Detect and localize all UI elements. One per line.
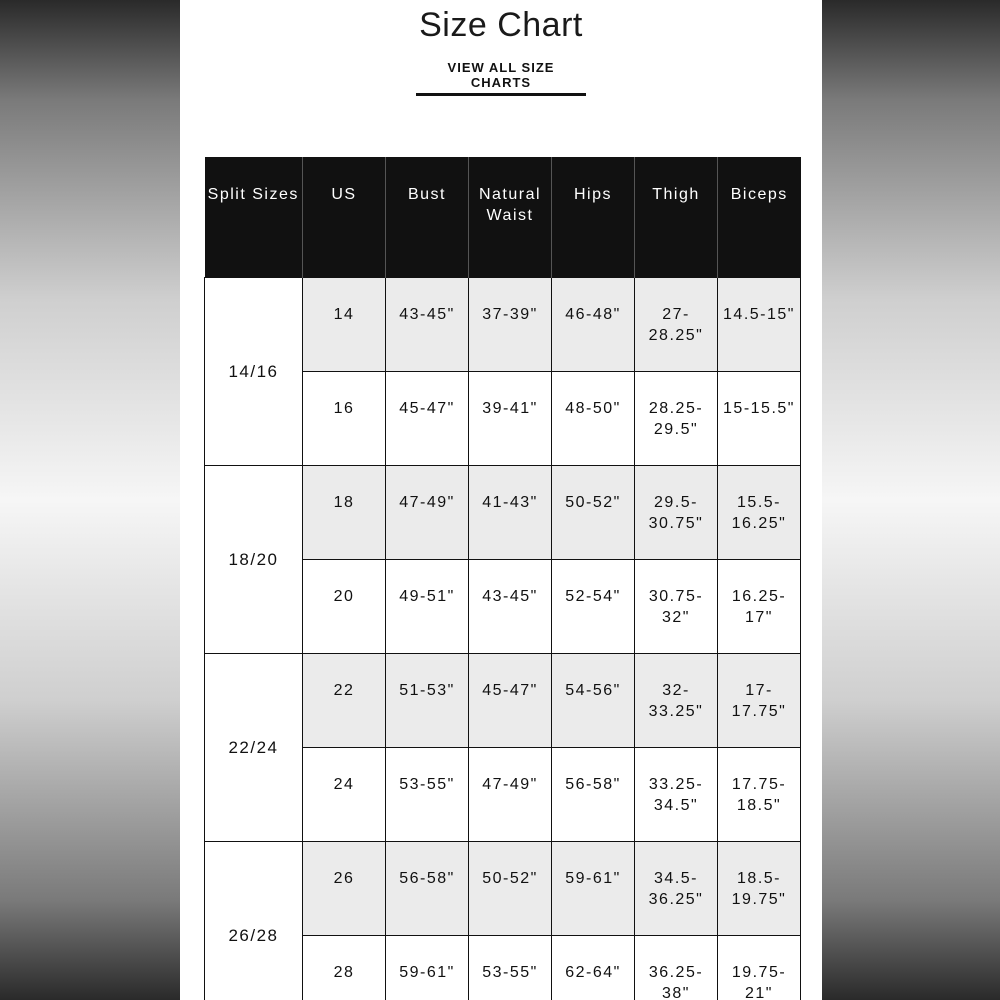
thigh-cell: 29.5- 30.75" [635,466,718,560]
background-left [0,0,180,1000]
biceps-cell: 17- 17.75" [718,654,801,748]
split-size-cell: 14/16 [205,278,303,466]
header-us: US [303,157,386,278]
hips-cell: 56-58" [552,748,635,842]
split-size-cell: 26/28 [205,842,303,1000]
table-row [205,654,801,748]
header-bust: Bust [386,157,469,278]
natural-waist-cell: 43-45" [469,560,552,654]
split-size-cell: 18/20 [205,466,303,654]
natural-waist-cell: 47-49" [469,748,552,842]
size-chart-table [204,157,801,1000]
natural-waist-cell: 45-47" [469,654,552,748]
size-chart-panel [180,0,822,1000]
bust-cell: 59-61" [386,936,469,1000]
page-title: Size Chart [419,6,583,44]
hips-cell: 54-56" [552,654,635,748]
thigh-cell: 27- 28.25" [635,278,718,372]
bust-cell: 47-49" [386,466,469,560]
us-cell: 24 [303,748,386,842]
natural-waist-cell: 37-39" [469,278,552,372]
hips-cell: 59-61" [552,842,635,936]
table-row [205,278,801,372]
hips-cell: 62-64" [552,936,635,1000]
bust-cell: 53-55" [386,748,469,842]
background-right [822,0,1000,1000]
header-hips: Hips [552,157,635,278]
biceps-cell: 15.5- 16.25" [718,466,801,560]
natural-waist-cell: 41-43" [469,466,552,560]
us-cell: 14 [303,278,386,372]
us-cell: 22 [303,654,386,748]
hips-cell: 50-52" [552,466,635,560]
bust-cell: 51-53" [386,654,469,748]
header-biceps: Biceps [718,157,801,278]
thigh-cell: 32- 33.25" [635,654,718,748]
bust-cell: 45-47" [386,372,469,466]
bust-cell: 43-45" [386,278,469,372]
biceps-cell: 16.25- 17" [718,560,801,654]
hips-cell: 48-50" [552,372,635,466]
biceps-cell: 17.75- 18.5" [718,748,801,842]
thigh-cell: 33.25- 34.5" [635,748,718,842]
biceps-cell: 19.75- 21" [718,936,801,1000]
header-row [205,157,801,278]
header-split-sizes: Split Sizes [205,157,303,278]
view-all-size-charts-link[interactable]: VIEW ALL SIZE CHARTS [416,60,586,96]
thigh-cell: 28.25- 29.5" [635,372,718,466]
thigh-cell: 30.75- 32" [635,560,718,654]
natural-waist-cell: 53-55" [469,936,552,1000]
table-row [205,466,801,560]
split-size-cell: 22/24 [205,654,303,842]
biceps-cell: 18.5- 19.75" [718,842,801,936]
size-chart-body [205,278,801,1000]
header-thigh: Thigh [635,157,718,278]
biceps-cell: 14.5-15" [718,278,801,372]
us-cell: 20 [303,560,386,654]
natural-waist-cell: 50-52" [469,842,552,936]
header-natural-waist: Natural Waist [469,157,552,278]
us-cell: 28 [303,936,386,1000]
bust-cell: 56-58" [386,842,469,936]
natural-waist-cell: 39-41" [469,372,552,466]
us-cell: 18 [303,466,386,560]
us-cell: 16 [303,372,386,466]
thigh-cell: 36.25- 38" [635,936,718,1000]
biceps-cell: 15-15.5" [718,372,801,466]
bust-cell: 49-51" [386,560,469,654]
us-cell: 26 [303,842,386,936]
thigh-cell: 34.5- 36.25" [635,842,718,936]
hips-cell: 52-54" [552,560,635,654]
hips-cell: 46-48" [552,278,635,372]
table-row [205,842,801,936]
